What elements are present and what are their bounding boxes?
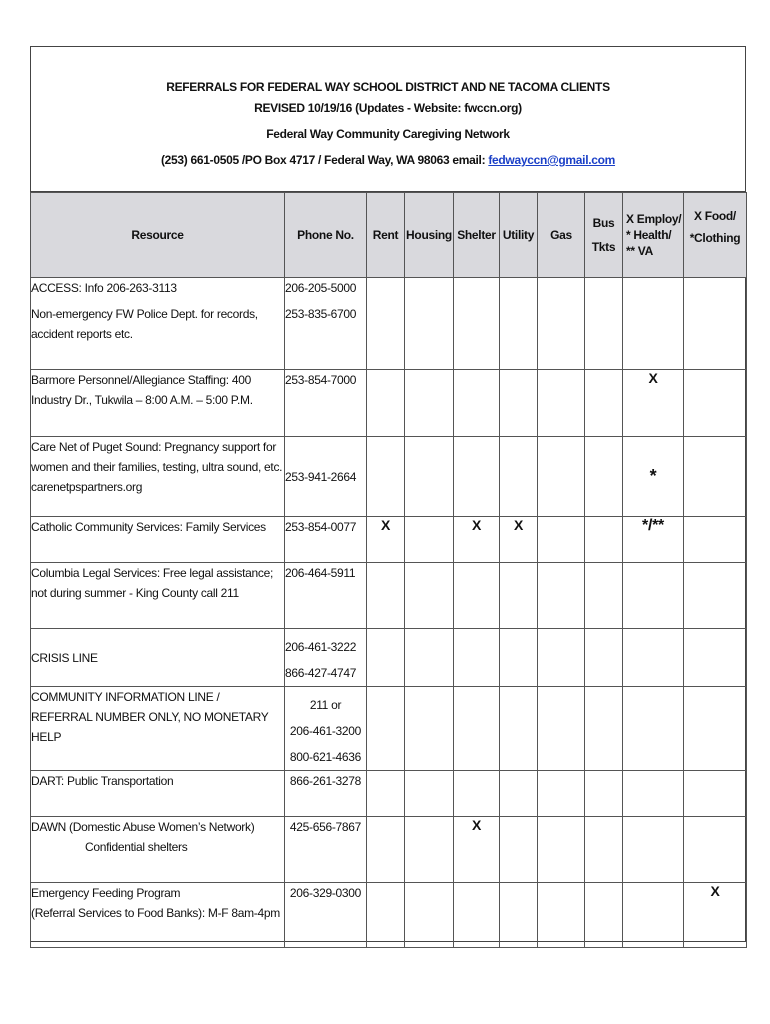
rent-mark: X [367,517,405,563]
phone-cell: 206-205-5000 253-835-6700 [285,278,367,370]
table-row [31,370,747,437]
col-phone: Phone No. [285,193,367,278]
employ-mark: * [623,437,684,517]
col-bus-tickets: Bus Tkts [585,193,623,278]
phone-cell: 206-464-5911 [285,563,367,629]
table-row [31,629,747,687]
phone-cell: 253-854-7000 [285,370,367,437]
document-header [30,46,746,192]
referral-table [30,192,747,948]
resource-cell: COMMUNITY INFORMATION LINE / REFERRAL NUMBER ONLY, NO MONETARY HELP [31,687,285,771]
table-row [31,563,747,629]
employ-mark: X [623,370,684,437]
table-row [31,437,747,517]
document-title: REFERRALS FOR FEDERAL WAY SCHOOL DISTRICT AND NE TACOMA CLIENTS [166,80,610,94]
resource-cell: DAWN (Domestic Abuse Women’s Network) Confidential shelters [31,817,285,883]
table-row [31,883,747,948]
phone-cell: 425-656-7867 [285,817,367,883]
contact-text: (253) 661-0505 /PO Box 4717 / Federal Way, WA 98063 email: [160,153,489,167]
resource-cell: Columbia Legal Services: Free legal assistance; not during summer - King County call 211 [31,563,285,629]
col-employ-health-va: X Employ/ * Health/ ** VA [623,193,684,278]
resource-cell: ACCESS: Info 206-263-3113 Non-emergency FW Police Dept. for records, accident reports etc. [31,278,285,370]
col-food-clothing: X Food/ *Clothing [684,193,747,278]
table-row [31,817,747,883]
table-row [31,278,747,370]
shelter-mark: X [454,817,500,883]
col-shelter: Shelter [454,193,500,278]
resource-cell: Catholic Community Services: Family Services [31,517,285,563]
organization-name: Federal Way Community Caregiving Network [266,127,510,141]
col-gas: Gas [538,193,585,278]
employ-mark: */** [623,517,684,563]
resource-cell: Care Net of Puget Sound: Pregnancy support for women and their families, testing, ultra sound, etc. carenetpspartners.org [31,437,285,517]
resource-cell: CRISIS LINE [31,629,285,687]
table-header-row [31,193,747,278]
resource-cell: Emergency Feeding Program (Referral Services to Food Banks): M-F 8am-4pm [31,883,285,948]
phone-cell: 253-941-2664 [285,437,367,517]
revision-line: REVISED 10/19/16 (Updates - Website: fwccn.org) [254,101,522,115]
utility-mark: X [500,517,538,563]
col-resource: Resource [31,193,285,278]
resource-cell: DART: Public Transportation [31,771,285,817]
phone-cell: 866-261-3278 [285,771,367,817]
resource-cell: Barmore Personnel/Allegiance Staffing: 400 Industry Dr., Tukwila – 8:00 A.M. – 5:00 P.M. [31,370,285,437]
food-mark: X [684,883,747,948]
shelter-mark: X [454,517,500,563]
table-row [31,517,747,563]
phone-cell: 206-461-3222 866-427-4747 [285,629,367,687]
col-utility: Utility [500,193,538,278]
phone-cell: 253-854-0077 [285,517,367,563]
contact-line [30,153,746,167]
col-rent: Rent [367,193,405,278]
email-link[interactable]: fedwayccn@gmail.com [488,153,616,167]
phone-cell: 211 or 206-461-3200 800-621-4636 [285,687,367,771]
col-housing: Housing [405,193,454,278]
table-row [31,687,747,771]
phone-cell: 206-329-0300 [285,883,367,948]
table-row [31,771,747,817]
